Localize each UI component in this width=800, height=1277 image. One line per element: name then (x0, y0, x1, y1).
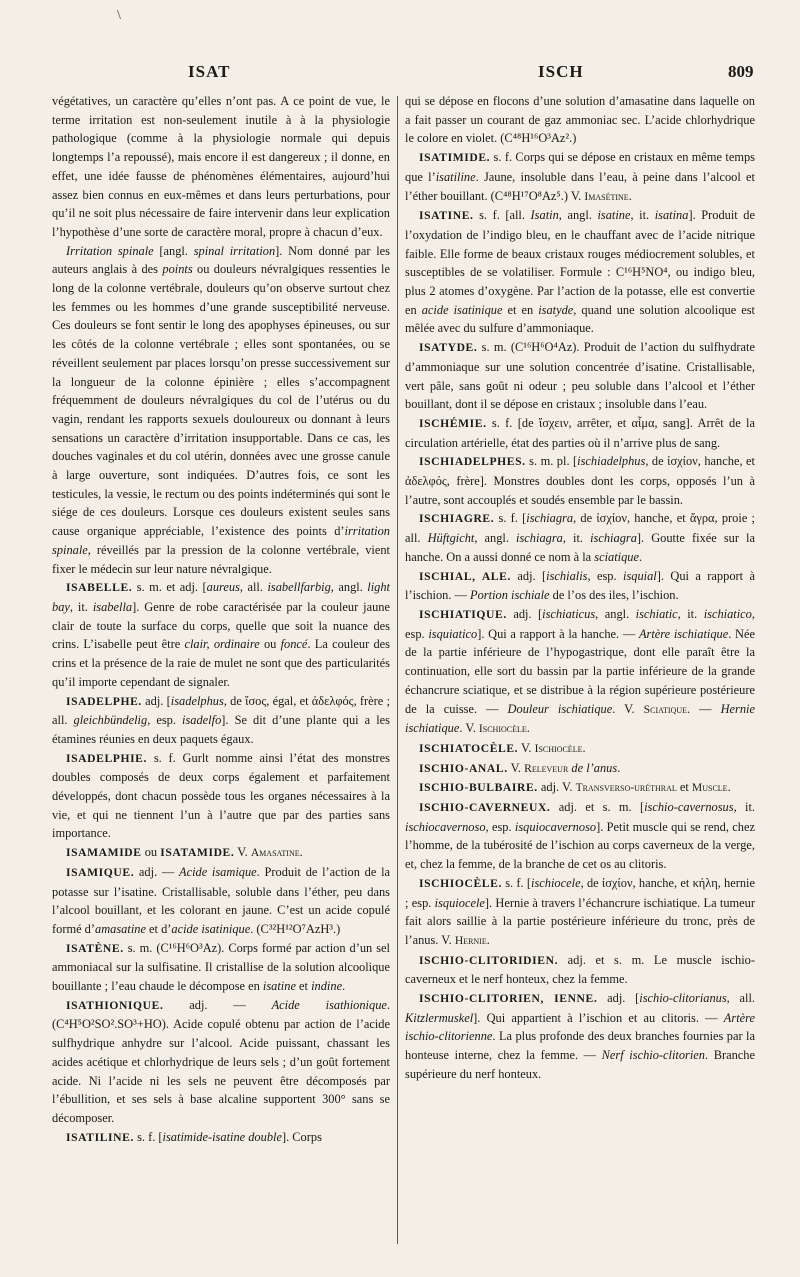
entry-isatine (405, 206, 755, 338)
entry-text: ]. Petit muscle qui se rend, chez l’homme, de la tubérosité de l’ischion au corps caverneux de la verge, et, chez la femme, de la branche de cet os au clitoris. (405, 819, 755, 872)
entry-text: . (617, 760, 621, 775)
right-column (405, 92, 755, 1084)
entry-text: , de ἰσχίον, hanche, et ἀδελφός, frère]. Monstres doubles dont les corps, opposés l’un à l’autre, sont accouplés et soudés ensemble par le bassin. (405, 454, 755, 507)
entry-text: adj. et s. m. Le muscle ischio-caverneux et le nerf honteux, chez la femme. (405, 952, 755, 987)
entry-text: , de ἴσος, égal, et ἀδελφός, frère ; all. (52, 693, 391, 728)
entry-isamique (52, 863, 390, 939)
entry-text: s. m. (C¹⁶H⁶O³Az). Corps formé par action d’un sel ammoniacal sur la sulfisatine. Il cristallise de la solution alcoolique bouillante ; l’eau chaude le décompose en (52, 940, 390, 994)
entry-text: foncé (280, 637, 308, 652)
entry-text: végétatives, un caractère qu’elles n’ont pas. A ce point de vue, le terme irritation est non-seulement inutile à à la physiologie pathologique (comme à la physiologie normale qui depuis longtemps l’a repoussé), mais encore il est dangereux ; il donne, en effet, une idée fausse de phénomènes élémentaires, aujourd’hui assez bien connus en eux-mêmes et dans leurs perturbations, pour qu’il ne soit plus nécessaire de faire intervenir dans leur explication l’hypothèse d’une sorte de caractère moral, propre à chacun d’eux. (52, 94, 390, 239)
entry-text: [angl. (153, 243, 194, 258)
entry-text: adj. V. (537, 780, 576, 795)
entry-text: Amasatine (250, 846, 300, 860)
entry-text: ]. Se dit d’une plante qui a les étamines réunies en deux paquets égaux. (52, 713, 390, 746)
entry-text: . (342, 979, 346, 994)
running-header (0, 62, 800, 90)
entry-text: et d’ (145, 921, 172, 936)
entry-text: Transverso-uréthral (575, 781, 677, 795)
entry-text: s. m. (C¹⁶H⁶O⁴Az). Produit de l’action du sulfhydrate d’ammoniaque sur une solution concentrée d’isatine. Cristallisable, vert pâle, sans goût ni odeur ; peu soluble dans l’alcool et l’éther bouillant, dont il se dépose en cristaux ; insoluble dans l’eau. (405, 340, 755, 412)
entry-text: indine (311, 979, 343, 994)
entry-text: isquiatico (428, 626, 478, 641)
entry-text: ischiagra (590, 531, 637, 546)
entry-ischioanal (405, 759, 755, 779)
entry-text: . (582, 740, 586, 755)
header-right-word: ISCH (538, 62, 584, 81)
entry-cont1 (52, 92, 390, 242)
entry-text: ischiatico (703, 606, 752, 621)
entry-text: , it. (562, 531, 591, 546)
entry-text: isadelfo (182, 713, 222, 728)
headword: ISABELLE. (66, 581, 133, 595)
headword: ISCHÉMIE. (419, 416, 487, 430)
entry-isatimide (405, 148, 755, 206)
entry-text: acide isatinique (421, 302, 503, 317)
entry-isadelphe (52, 692, 390, 749)
entry-text: ischiaticus (542, 606, 596, 621)
entry-text: , réveillés par la pression de la colonne vertébrale, vient fixer le médecin sur leur nature névralgique. (52, 542, 390, 576)
entry-isadelphie (52, 749, 390, 844)
entry-text: . (486, 932, 490, 947)
entry-text: ischialis (546, 568, 588, 583)
entry-ischiagre (405, 509, 755, 566)
entry-text: ]. Hernie à travers l’échancrure ischiatique. La tumeur fait alors saillie à la partie postérieure inférieure du tronc, près de l’anus. V. (405, 895, 755, 947)
entry-text: , it. (630, 208, 655, 223)
entry-text: isatyde (538, 302, 574, 317)
entry-isamamide (52, 843, 390, 863)
entry-text: points (162, 262, 193, 277)
entry-text: , it. (733, 800, 755, 815)
headword: ISCHIADELPHES. (419, 455, 526, 469)
entry-isatyde (405, 338, 755, 414)
entry-text: ischiatic (635, 606, 678, 621)
headword: ISATIMIDE. (419, 151, 491, 165)
headword: ISCHIATIQUE. (419, 607, 507, 621)
entry-isatene (52, 939, 390, 996)
entry-text: . (727, 780, 731, 795)
entry-text: adj. [ (597, 991, 640, 1006)
entry-text: , de ἰσχίον, hanche, et ἄγρα, proie ; all. (405, 511, 755, 546)
entry-text: . (628, 188, 632, 203)
entry-text: clair, ordinaire (184, 637, 260, 652)
entry-text: , it. (69, 599, 93, 614)
entry-text: Ischiocèle (534, 741, 583, 755)
entry-text: s. f. [all. (473, 208, 531, 223)
headword: ISADELPHIE. (66, 751, 148, 765)
entry-ischiocaverneux (405, 798, 755, 874)
headword: ISATINE. (419, 209, 474, 223)
entry-ischiadelphes (405, 452, 755, 509)
entry-text: ]. Goutte fixée sur la hanche. On a aussi donné ce nom à la (405, 531, 755, 564)
entry-text: isquiocele (434, 895, 485, 910)
entry-text: amasatine (95, 921, 146, 936)
entry-text: Hernie ischiatique (405, 701, 755, 736)
entry-ischiobulbaire (405, 778, 755, 798)
entry-text: V. (518, 740, 535, 755)
entry-text: . V. (612, 701, 644, 716)
entry-text: isabellfarbig (267, 580, 331, 595)
headword: ISATHIONIQUE. (66, 998, 164, 1012)
entry-text: ]. Genre de robe caractérisée par la couleur jaune clair de toute la surface du corps, quelle que soit la nuance des crins. L’isabelle peut être (52, 599, 390, 652)
entry-text: ischio-cavernosus (644, 800, 734, 815)
entry-text: , esp. (147, 713, 183, 728)
headword: ISCHIATOCÈLE. (419, 741, 519, 755)
entry-text: , angl. (558, 208, 598, 223)
entry-text: acide isatinique (171, 921, 251, 936)
entry-text: gleichbündelig (73, 713, 148, 728)
entry-text: Isatin (530, 208, 559, 223)
entry-text: ischiagra (516, 531, 563, 546)
entry-text: , all. (239, 580, 268, 595)
entry-text: isatine (262, 979, 296, 994)
entry-text: ischiocele (531, 875, 581, 890)
entry-text: ischiagra (526, 511, 574, 526)
headword: ISAMIQUE. (66, 865, 135, 879)
entry-text: . (C⁴H⁵O²SO².SO³+HO). Acide copulé obtenu par action de l’acide sulfhydrique anhydre sur l’alcool. Acide puissant, chassant les acides acétique et chlorhydrique de leurs sels ; d’un goût fortement acide. Ni l’acide ni les sels ne peuvent être décomposés par l’ébullition, et ses sels à base alcaline supportent 300° sans se décomposer. (52, 997, 391, 1125)
headword: ISCHIO-CLITORIEN, IENNE. (419, 992, 598, 1006)
entry-irritation (52, 242, 390, 579)
entry-text: Douleur ischiatique (507, 701, 613, 716)
entry-text: . (C³²H¹²O⁷AzH³.) (250, 921, 341, 936)
entry-text: s. f. Corps qui se dépose en cristaux en même temps que l’ (405, 150, 755, 184)
entry-text: , angl. (474, 531, 517, 546)
entry-cont2 (405, 92, 755, 148)
entry-text: Ischiocèle (478, 722, 527, 736)
entry-ischioclitoridien (405, 951, 755, 989)
entry-text: isabella (92, 599, 133, 614)
headword: ISADELPHE. (66, 694, 142, 708)
entry-text: , esp. (405, 606, 755, 641)
entry-text: Kitzlermuskel (405, 1010, 474, 1025)
entry-text: s. m. et adj. [ (132, 580, 207, 595)
entry-text: isquiocavernoso (514, 819, 597, 834)
entry-text: Portion ischiale (470, 588, 550, 603)
headword: ISCHIAGRE. (419, 512, 495, 526)
entry-text: s. m. pl. [ (525, 454, 578, 469)
entry-text: s. f. [ (133, 1129, 163, 1144)
headword: ISCHIO-CAVERNEUX. (419, 801, 551, 815)
entry-text: ]. Corps (281, 1129, 322, 1144)
entry-text: ]. Qui appartient à l’ischion et au clitoris. — (473, 1010, 724, 1025)
headword: ISATILINE. (66, 1130, 134, 1144)
entry-text: . V. (459, 721, 479, 736)
entry-text: adj. [ (141, 693, 171, 708)
entry-text: spinal irritation (193, 243, 276, 258)
entry-text: Artère ischiatique (638, 626, 729, 641)
entry-text: . (526, 721, 530, 736)
entry-text: , esp. (587, 568, 624, 583)
entry-text: de l’anus (571, 760, 618, 775)
entry-text: ou (259, 637, 281, 652)
entry-text: . Branche supérieure du nerf honteux. (405, 1048, 755, 1081)
entry-ischemie (405, 414, 755, 452)
entry-isatiline (52, 1128, 390, 1148)
entry-text: . (639, 549, 643, 564)
entry-text: . Produit de l’action de la potasse sur l’isatine. Cristallisable, soluble dans l’éther, peu dans l’alcool bouillant, et les colorant en jaune. C’est un acide copulé formé d’ (52, 864, 391, 936)
entry-text: de l’os des iles, l’ischion. (549, 588, 679, 603)
entry-text: ou (141, 845, 161, 860)
entry-text: . — (687, 701, 721, 716)
entry-text: et (676, 780, 692, 795)
header-left-word: ISAT (188, 62, 231, 81)
entry-text: irritation spinale (52, 524, 390, 557)
entry-text: Irritation spinale (66, 243, 154, 258)
headword: ISATYDE. (419, 341, 478, 355)
entry-text: , de ἰσχίον, hanche, et κήλη, hernie ; esp. (405, 875, 755, 910)
headword: ISCHIO-BULBAIRE. (419, 781, 538, 795)
entry-text: adj. [ (506, 606, 543, 621)
entry-text: aureus (206, 580, 240, 595)
page-number: 809 (728, 62, 754, 81)
entry-text: V. (234, 845, 251, 860)
entry-isathionique (52, 996, 390, 1128)
entry-text: isquial (623, 568, 657, 583)
entry-text: s. f. [ (501, 875, 532, 890)
entry-text: , angl. (330, 580, 368, 595)
page-mark: \ (117, 8, 121, 23)
headword: ISATAMIDE. (160, 846, 235, 860)
entry-text: isadelphus (170, 693, 224, 708)
left-column (52, 92, 390, 1147)
entry-text: sciatique (594, 549, 639, 564)
entry-text: , it. (677, 606, 704, 621)
entry-text: isatina (654, 208, 689, 223)
column-divider (397, 96, 398, 1244)
entry-text: ischiocavernoso (405, 819, 486, 834)
entry-isabelle (52, 578, 390, 691)
headword: ISCHIO-CLITORIDIEN. (419, 953, 559, 967)
entry-text: isatimide-isatine double (162, 1129, 282, 1144)
headword: ISCHIOCÈLE. (419, 876, 502, 890)
entry-text: Hernie (454, 933, 487, 947)
entry-ischiatique (405, 605, 755, 739)
entry-text: Artère ischio-clitorienne (405, 1010, 755, 1044)
entry-text: isatine (597, 208, 631, 223)
entry-text: et (295, 979, 312, 994)
entry-text: Nerf ischio-clitorien (601, 1048, 706, 1063)
headword: ISAMAMIDE (66, 846, 142, 860)
entry-text: ou douleurs névralgiques ressenties le long de la colonne vertébrale, douleurs qu’on observe surtout chez les femmes ou les hommes d’une grande susceptibilité nerveuse. Ces douleurs se font sentir le long des apophyses épineuses, ou sur les côtés de la colonne vertébrale ; elles sont spontanées, ou se réveillent seulement par places lorsqu’on presse successivement sur la longueur de la colonne épinière ; elles s’accompagnent fréquemment de douleurs névralgiques du col de l’utérus ou du vagin, rendant les rapports sexuels douloureux ou donnant à leurs sensations un caractère d’irritation insupportable. Dans ce cas, les douches vaginales et du col utérin, données avec une grosse canule à large ouverture, sont indiquées. D’autres fois, ce sont les testicules, la vessie, le rectum ou des points indéterminés qui sont le siége de ces douleurs. Lorsque ces douleurs existent seules sans cause organique appréciable, l’existence des points d’ (52, 262, 390, 539)
entry-text: light bay (52, 580, 390, 614)
headword: ISCHIAL, ALE. (419, 569, 511, 583)
entry-ischioclitorien (405, 989, 755, 1084)
entry-ischiatocele (405, 739, 755, 759)
entry-text: . La plus profonde des deux branches fournies par la honteuse interne, chez la femme. — (405, 1029, 755, 1063)
entry-text: et en (502, 302, 539, 317)
entry-text: . Née de la partie inférieure de l’hypogastrique, dont elle paraît être la continuation, elle sort du bassin par la partie inférieure de la grande échancrure sciatique, et se distribue à la région supérieure postérieure de la cuisse. — (405, 626, 755, 716)
entry-text: . Jaune, insoluble dans l’eau, à peine dans l’alcool et l’éther bouillant. (C⁴⁸H¹⁷O⁸Az⁵.) V. (405, 169, 755, 203)
entry-text: Acide isathionique (271, 997, 387, 1012)
entry-text: , quand une solution alcoolique est mêlée avec du sulfure d’ammoniaque. (405, 302, 755, 336)
entry-text: ischiadelphus (577, 454, 646, 469)
entry-text: adj. — (163, 997, 272, 1012)
entry-text: ]. Nom donné par les auteurs anglais à des (52, 243, 390, 277)
entry-text: ]. Qui a rapport à la hanche. — (477, 626, 639, 641)
entry-text: Releveur (524, 761, 569, 775)
entry-text: ]. Qui a rapport à l’ischion. — (405, 568, 755, 603)
entry-text: qui se dépose en flocons d’une solution d’amasatine dans laquelle on a fait passer un courant de gaz ammoniac sec. L’acide chlorhydrique le colore en violet. (C⁴⁸H¹⁶O³Az².) (405, 94, 755, 146)
entry-text: ischio-clitorianus (639, 991, 727, 1006)
entry-text: Sciatique (643, 702, 688, 716)
entry-text: Acide isamique (179, 864, 257, 879)
entry-text: isatiline (435, 169, 476, 184)
headword: ISATÈNE. (66, 941, 124, 955)
entry-text: ]. Produit de l’oxydation de l’indigo bleu, en le chauffant avec de l’acide nitrique faible. Elle forme de beaux cristaux rouges médiocrement solubles, et susceptibles de se volatiliser. Formule : C¹⁶H⁵NO⁴, ou indigo bleu, plus 2 atomes d’oxygène. Par l’action de la potasse, elle est convertie en (405, 208, 755, 317)
entry-text: s. f. [de ἴσχειν, arrêter, et αἷμα, sang]. Arrêt de la circulation artérielle, état des parties où il n’arrive plus de sang. (405, 415, 755, 450)
entry-ischiocele (405, 874, 755, 951)
entry-text: adj. et s. m. [ (550, 800, 645, 815)
entry-text: adj. — (134, 864, 179, 879)
entry-text: . (299, 845, 303, 860)
entry-text: Hüftgicht (427, 531, 475, 546)
entry-text: , esp. (485, 819, 515, 834)
entry-text: . La couleur des crins et la présence de la raie de mulet ne sont que des particularités qu’il importe cependant de signaler. (52, 637, 390, 689)
entry-text: Imasétine (584, 189, 629, 203)
headword: ISCHIO-ANAL. (419, 761, 508, 775)
entry-text: s. f. [ (494, 511, 527, 526)
entry-text: adj. [ (510, 568, 547, 583)
entry-text: , all. (726, 991, 756, 1006)
entry-text: s. f. Gurlt nomme ainsi l’état des monstres doubles composés de deux corps également et parfaitement développés, dont chacun possède tous les organes nécessaires à la vie, et qui ne tiennent l’un à l’autre que par des parties sans importance. (52, 750, 390, 841)
entry-text: , angl. (595, 606, 636, 621)
entry-text: V. (507, 760, 525, 775)
entry-text: Muscle (691, 781, 728, 795)
entry-ischial (405, 567, 755, 605)
